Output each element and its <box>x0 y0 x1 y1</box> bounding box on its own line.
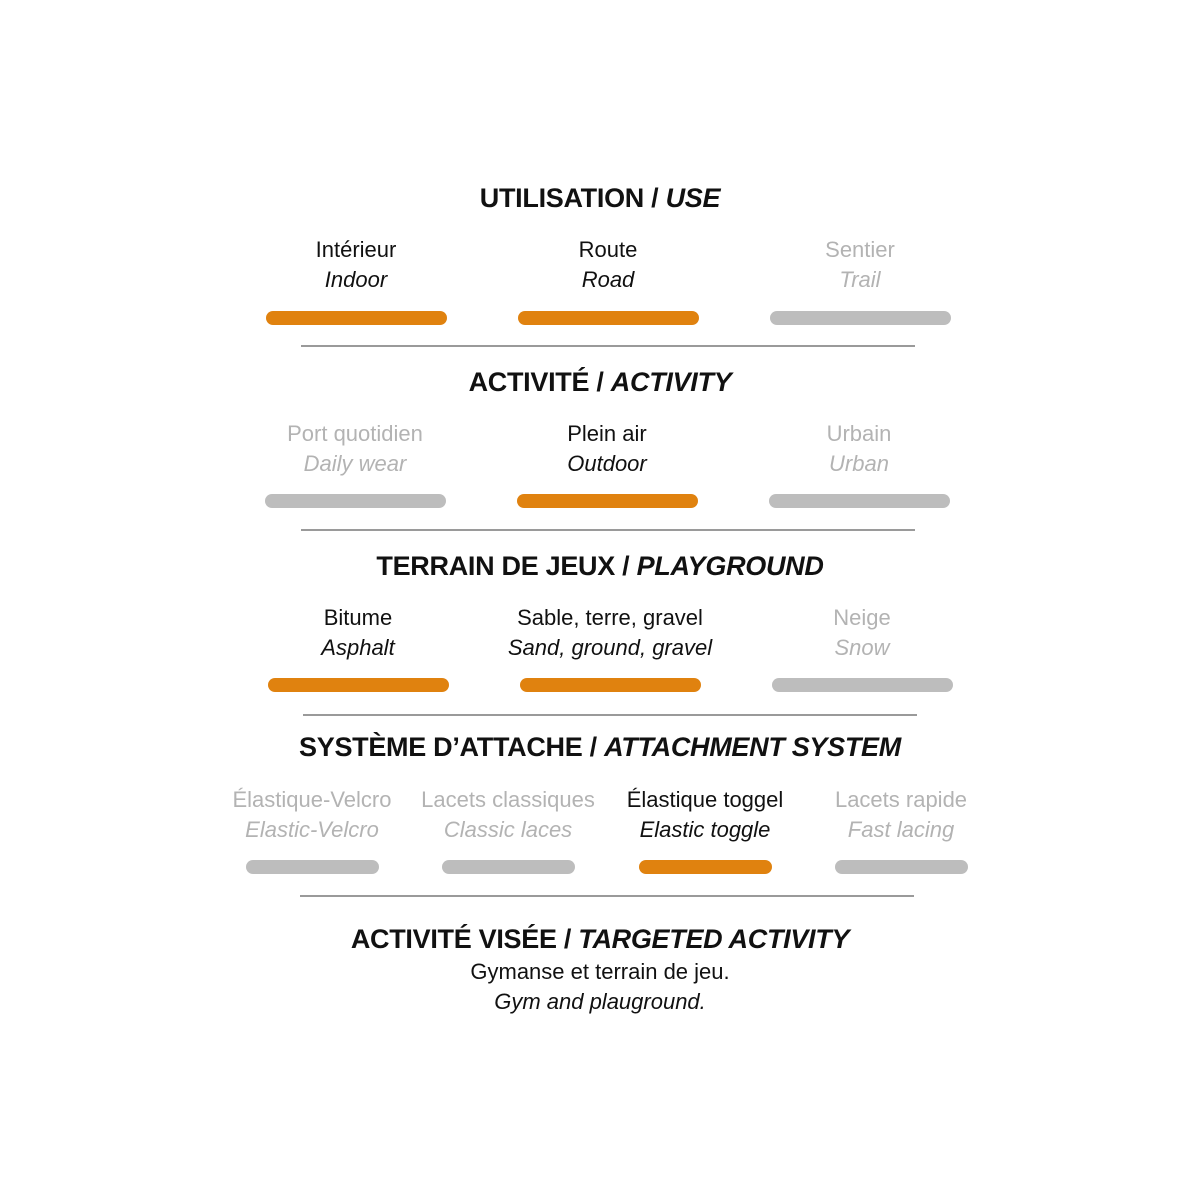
section-divider <box>300 895 914 897</box>
option-label-fr: Bitume <box>323 605 393 630</box>
option-label-en: Fast lacing <box>847 817 955 842</box>
option-label-en: Urban <box>829 451 889 476</box>
option-label-fr: Élastique-Velcro <box>232 787 392 812</box>
section-divider <box>301 529 915 531</box>
section-title-use: UTILISATION / USE <box>479 183 721 213</box>
indicator-bar-trail <box>770 311 951 325</box>
indicator-bar-fast-lacing <box>835 860 968 874</box>
option-daily-wear <box>225 419 485 479</box>
option-fast-lacing <box>771 785 1031 845</box>
section-title-fr: SYSTÈME D’ATTACHE <box>299 732 583 762</box>
section-title-en: USE <box>665 183 721 213</box>
section-title-attachment-system: SYSTÈME D’ATTACHE / ATTACHMENT SYSTEM <box>299 732 901 762</box>
section-title-en: TARGETED ACTIVITY <box>578 924 850 954</box>
option-snow <box>732 603 992 663</box>
option-label-en: Elastic-Velcro <box>245 817 379 842</box>
option-label-en: Classic laces <box>443 817 573 842</box>
option-label-fr: Intérieur <box>315 237 397 262</box>
indicator-bar-indoor <box>266 311 447 325</box>
section-title-fr: TERRAIN DE JEUX <box>376 551 615 581</box>
section-title-en: PLAYGROUND <box>636 551 824 581</box>
option-label-en: Indoor <box>324 267 388 292</box>
section-title-en: ATTACHMENT SYSTEM <box>604 732 901 762</box>
option-label-fr: Lacets classiques <box>421 787 595 812</box>
option-asphalt <box>228 603 488 663</box>
indicator-bar-daily-wear <box>265 494 446 508</box>
option-label-en: Trail <box>839 267 881 292</box>
indicator-bar-snow <box>772 678 953 692</box>
option-road <box>478 235 738 295</box>
option-label-fr: Neige <box>833 605 891 630</box>
section-title-activity: ACTIVITÉ / ACTIVITY <box>468 367 732 397</box>
section-title-fr: ACTIVITÉ VISÉE <box>350 924 557 954</box>
section-title-en: ACTIVITY <box>610 367 732 397</box>
option-label-fr: Lacets rapide <box>834 787 968 812</box>
option-label-en: Elastic toggle <box>639 817 771 842</box>
option-label-en: Snow <box>834 635 890 660</box>
option-label-fr: Route <box>578 237 638 262</box>
section-divider <box>303 714 917 716</box>
option-label-en: Sand, ground, gravel <box>507 635 713 660</box>
option-label-fr: Urbain <box>826 421 892 446</box>
option-label-en: Daily wear <box>303 451 407 476</box>
indicator-bar-outdoor <box>517 494 698 508</box>
option-sand-ground-gravel <box>480 603 740 663</box>
option-outdoor <box>477 419 737 479</box>
section-title-playground: TERRAIN DE JEUX / PLAYGROUND <box>376 551 824 581</box>
section-title-fr: UTILISATION <box>479 183 644 213</box>
option-label-en: Outdoor <box>567 451 647 476</box>
option-urban <box>729 419 989 479</box>
option-label-fr: Port quotidien <box>287 421 423 446</box>
targeted-activity-text-en: Gym and plauground. <box>494 989 706 1014</box>
indicator-bar-urban <box>769 494 950 508</box>
option-label-fr: Sentier <box>825 237 895 262</box>
indicator-bar-road <box>518 311 699 325</box>
section-title-targeted-activity: ACTIVITÉ VISÉE / TARGETED ACTIVITY <box>350 924 850 954</box>
targeted-activity-text-fr: Gymanse et terrain de jeu. <box>470 959 730 984</box>
indicator-bar-elastic-velcro <box>246 860 379 874</box>
section-divider <box>301 345 915 347</box>
indicator-bar-elastic-toggle <box>639 860 772 874</box>
option-indoor <box>226 235 486 295</box>
section-title-fr: ACTIVITÉ <box>468 367 590 397</box>
indicator-bar-sand-ground-gravel <box>520 678 701 692</box>
option-label-en: Asphalt <box>321 635 395 660</box>
option-label-fr: Sable, terre, gravel <box>517 605 703 630</box>
option-label-fr: Élastique toggel <box>626 787 784 812</box>
option-label-en: Road <box>581 267 635 292</box>
option-trail <box>730 235 990 295</box>
indicator-bar-asphalt <box>268 678 449 692</box>
option-label-fr: Plein air <box>567 421 647 446</box>
indicator-bar-classic-laces <box>442 860 575 874</box>
